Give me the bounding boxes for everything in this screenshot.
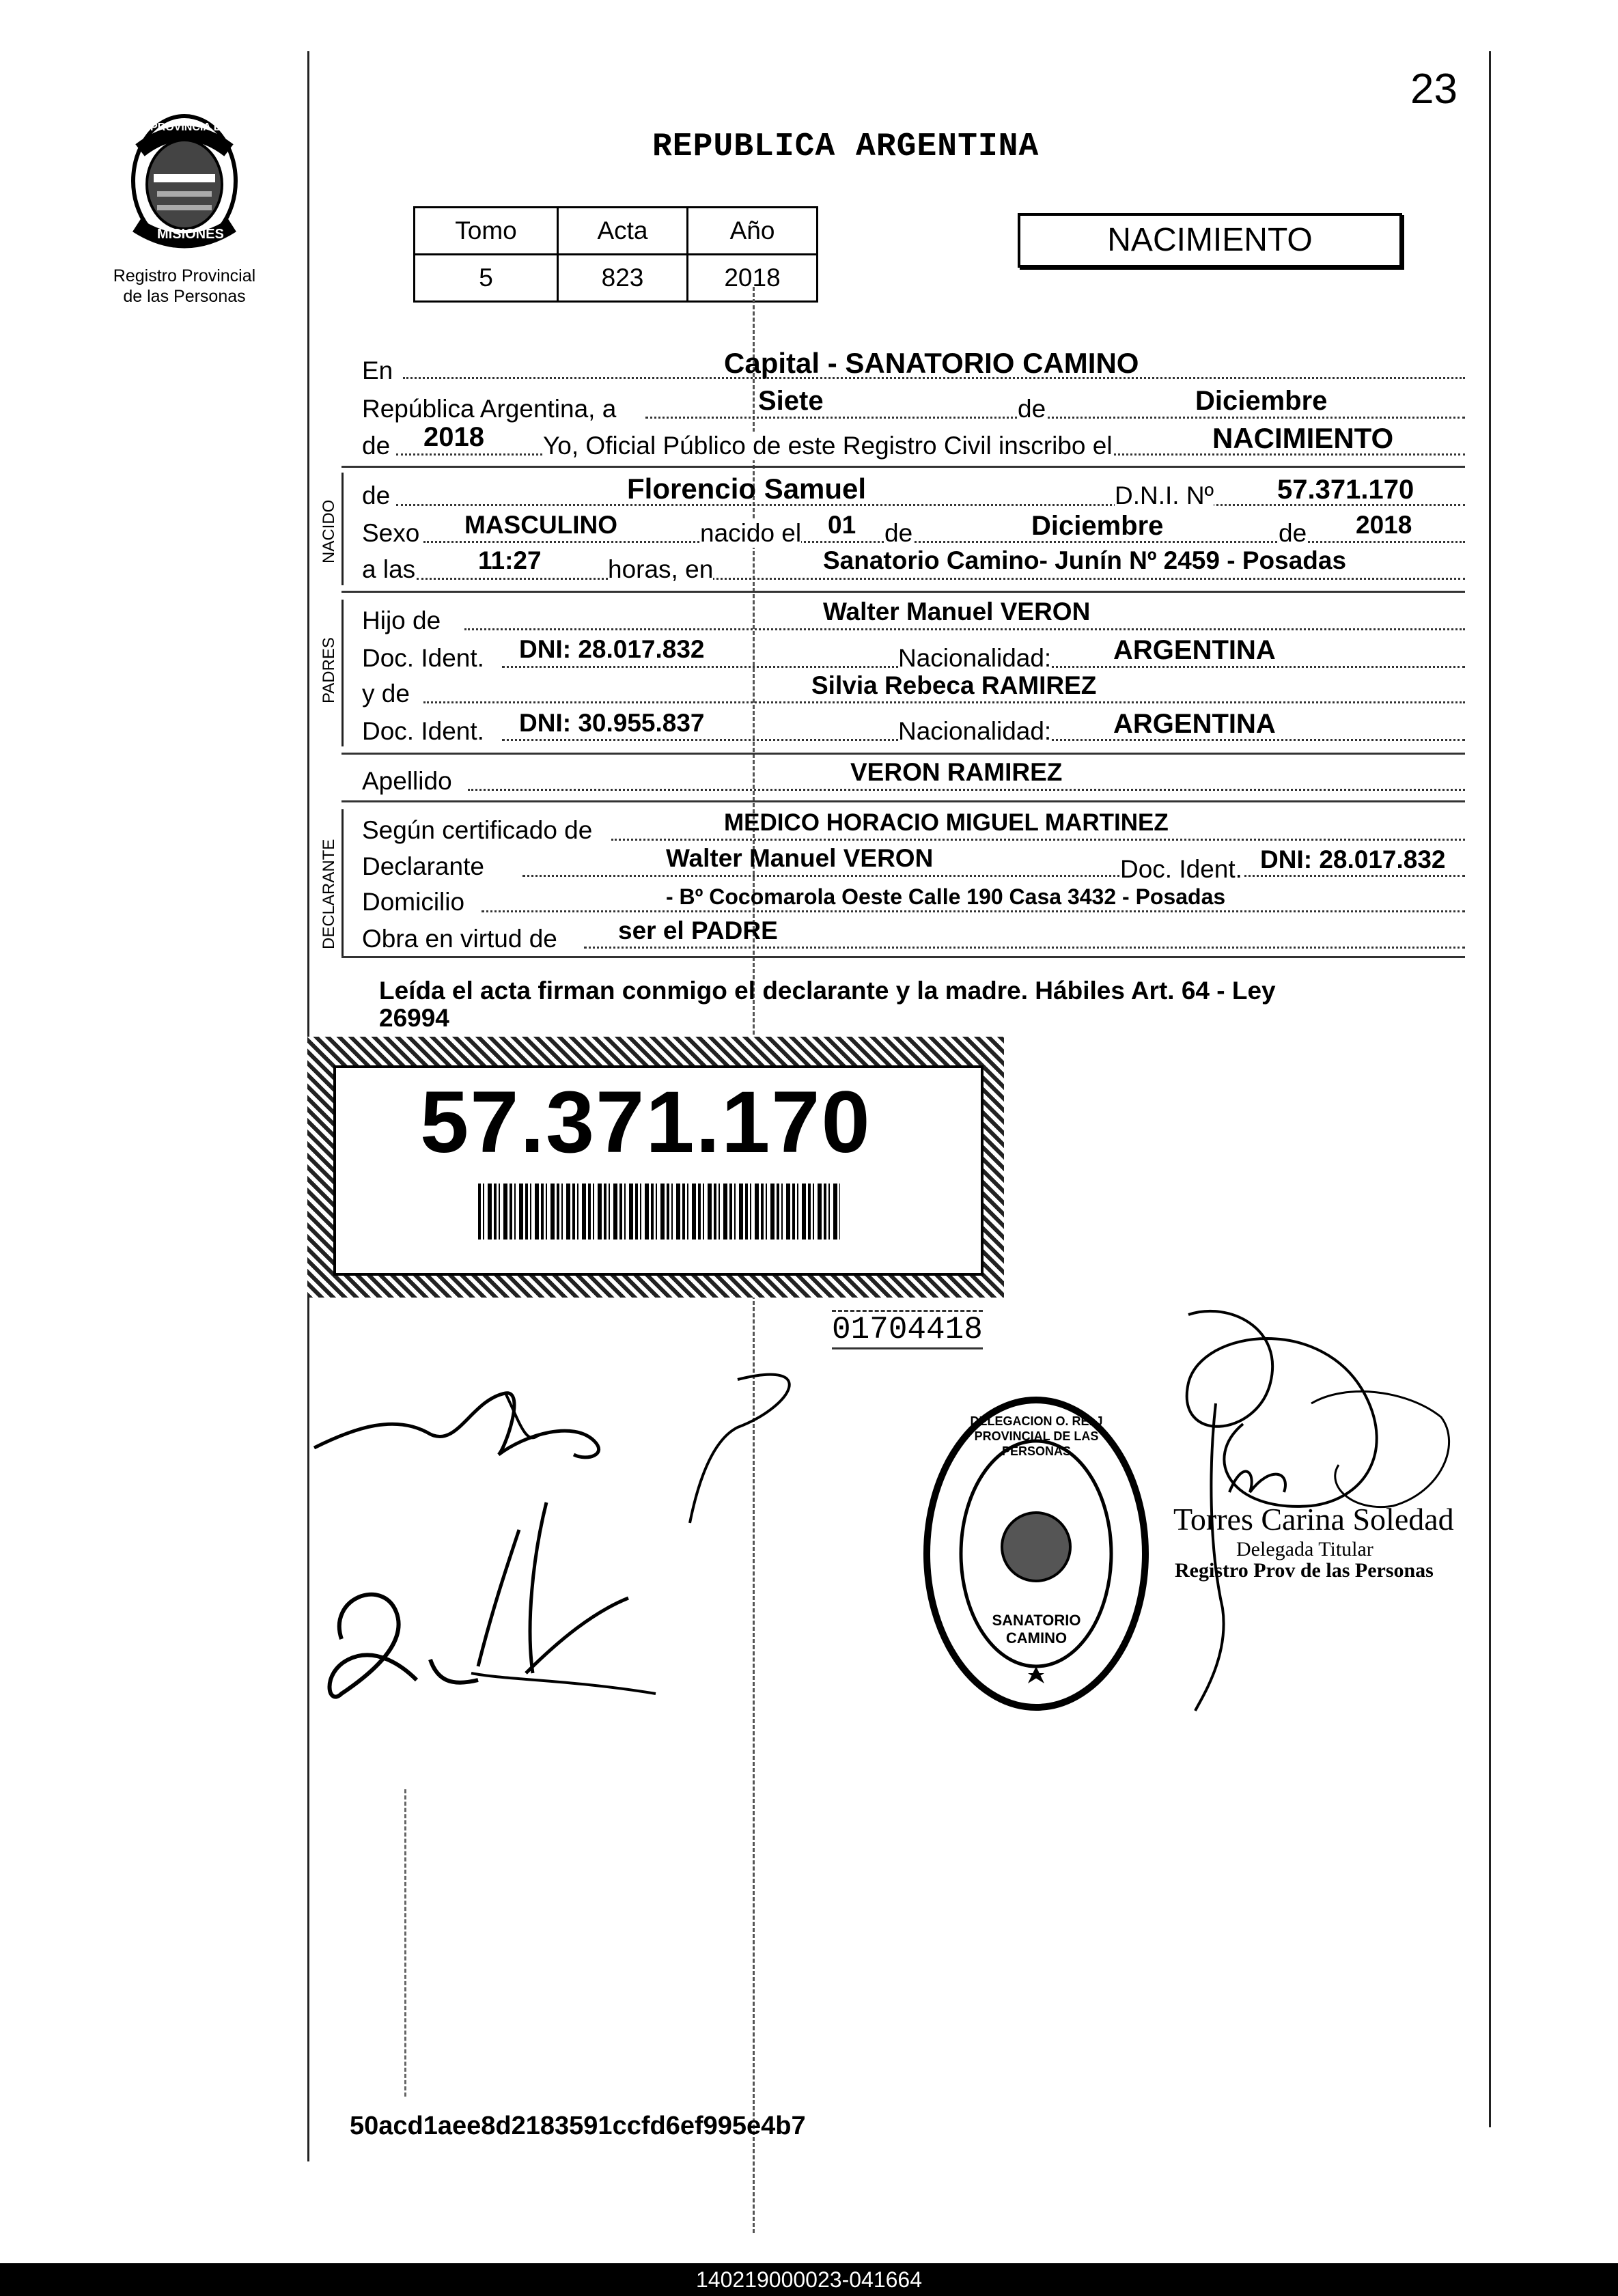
day-value: Siete [758, 386, 824, 416]
father-nat-label: Nacionalidad: [898, 644, 1052, 672]
birth-de-label-1: de [884, 519, 913, 547]
inscribo-text: Yo, Oficial Público de este Registro Civil inscribo el [543, 432, 1113, 460]
hijo-label: Hijo de [362, 606, 441, 634]
apellido-value: VERON RAMIREZ [850, 758, 1063, 786]
birth-place: Sanatorio Camino- Junín Nº 2459 - Posadas [823, 546, 1347, 574]
record-type-box [1018, 213, 1402, 268]
registrar-title: Delegada Titular [1236, 1538, 1373, 1560]
decl-doc-label: Doc. Ident. [1120, 855, 1242, 883]
en-label: En [362, 356, 393, 384]
mother-doc-label: Doc. Ident. [362, 717, 484, 745]
record-type: NACIMIENTO [1107, 222, 1313, 258]
dni-label: D.N.I. Nº [1115, 481, 1214, 509]
declarant-signature [301, 1352, 820, 1735]
serial-number: 01704418 [832, 1310, 983, 1349]
divider-4 [341, 800, 1465, 802]
de-label-2: de [362, 432, 391, 460]
dni-number: 57.371.170 [420, 1074, 871, 1171]
father-name: Walter Manuel VERON [823, 598, 1091, 626]
birth-time: 11:27 [478, 546, 542, 574]
birth-de-label-2: de [1279, 519, 1307, 547]
country-title: REPUBLICA ARGENTINA [652, 128, 1040, 165]
horas-label: horas, en [608, 555, 714, 583]
record-header-ano: Año [688, 208, 818, 255]
father-doc-label: Doc. Ident. [362, 644, 484, 672]
record-value-tomo: 5 [415, 255, 558, 302]
decl-label: Declarante [362, 852, 484, 880]
de-label-1: de [1018, 395, 1046, 423]
domicilio-value: - Bº Cocomarola Oeste Calle 190 Casa 3432 - Posadas [666, 884, 1226, 909]
left-fold-marks [404, 1789, 406, 2097]
mother-nat-label: Nacionalidad: [898, 717, 1052, 745]
official-stamp [919, 1393, 1154, 1714]
dni-barcode [478, 1184, 840, 1240]
declarante-bracket [341, 809, 344, 956]
obra-value: ser el PADRE [618, 916, 778, 944]
republica-label: República Argentina, a [362, 395, 617, 423]
child-name: Florencio Samuel [627, 473, 867, 505]
nacido-bracket [341, 473, 344, 585]
right-margin-line [1489, 51, 1491, 2127]
dni-label-box [307, 1037, 1004, 1298]
registry-line-1: Registro Provincial [113, 266, 256, 285]
cert-dots [611, 839, 1465, 841]
cert-value: MEDICO HORACIO MIGUEL MARTINEZ [724, 809, 1169, 836]
decl-dots [522, 875, 1465, 877]
record-table [413, 206, 818, 303]
record-value-acta: 823 [558, 255, 688, 302]
record-value-ano: 2018 [688, 255, 818, 302]
stamp-inner-text: SANATORIO CAMINO [992, 1612, 1081, 1647]
a-las-label: a las [362, 555, 416, 583]
obra-label: Obra en virtud de [362, 925, 557, 953]
record-header-tomo: Tomo [415, 208, 558, 255]
logo-text-top: PROVINCIA DE [150, 122, 229, 133]
father-nationality: ARGENTINA [1113, 635, 1276, 665]
sexo-dots [423, 541, 1465, 543]
year-value: 2018 [423, 422, 484, 452]
logo-text-bottom: MISIONES [157, 227, 224, 242]
birth-year: 2018 [1356, 511, 1412, 539]
footer-code: 140219000023-041664 [696, 2267, 922, 2292]
padres-bracket [341, 600, 344, 746]
mother-name: Silvia Rebeca RAMIREZ [811, 671, 1097, 699]
mother-doc: DNI: 30.955.837 [519, 709, 705, 737]
mother-dots [423, 701, 1465, 703]
divider-5 [341, 956, 1465, 958]
apellido-label: Apellido [362, 767, 452, 795]
birth-day: 01 [828, 511, 856, 539]
footer-bar [0, 2263, 1618, 2296]
provincial-logo [113, 109, 256, 253]
nacido-de-label: de [362, 481, 391, 509]
page-number: 23 [1410, 66, 1457, 113]
month-value: Diciembre [1195, 386, 1328, 416]
nacido-el-label: nacido el [700, 519, 802, 547]
document-hash: 50acd1aee8d2183591ccfd6ef995e4b7 [350, 2112, 806, 2140]
birth-month: Diciembre [1031, 511, 1164, 541]
domicilio-dots [482, 910, 1465, 912]
apellido-dots [468, 789, 1465, 791]
divider-3 [341, 753, 1465, 755]
domicilio-label: Domicilio [362, 888, 465, 916]
section-nacido: NACIDO [320, 499, 338, 563]
sexo-value: MASCULINO [464, 511, 618, 539]
section-padres: PADRES [320, 637, 338, 703]
sexo-label: Sexo [362, 519, 420, 547]
divider-2 [341, 591, 1465, 593]
place-value: Capital - SANATORIO CAMINO [724, 347, 1139, 379]
hora-dots [417, 578, 1465, 580]
closing-line-1: Leída el acta firman conmigo el declarante y la madre. Hábiles Art. 64 - Ley [379, 977, 1276, 1005]
section-declarante: DECLARANTE [320, 839, 338, 949]
cert-label: Según certificado de [362, 816, 593, 844]
child-dni: 57.371.170 [1277, 475, 1414, 505]
mother-nationality: ARGENTINA [1113, 709, 1276, 739]
stamp-ring-text: DELEGACION O. RE. J PROVINCIAL DE LAS PERSONAS [970, 1414, 1103, 1458]
record-header-acta: Acta [558, 208, 688, 255]
closing-line-2: 26994 [379, 1004, 449, 1032]
decl-value: Walter Manuel VERON [666, 844, 934, 872]
registrar-org: Registro Prov de las Personas [1175, 1559, 1434, 1582]
inscribo-value: NACIMIENTO [1212, 422, 1394, 454]
father-doc: DNI: 28.017.832 [519, 635, 705, 663]
registry-line-2: de las Personas [123, 287, 246, 306]
divider-1 [341, 466, 1465, 468]
y-de-label: y de [362, 680, 410, 708]
obra-dots [584, 947, 1465, 949]
decl-doc: DNI: 28.017.832 [1260, 845, 1446, 873]
registrar-name: Torres Carina Soledad [1173, 1502, 1454, 1537]
republica-dots [645, 417, 1465, 419]
hijo-dots [464, 628, 1465, 630]
